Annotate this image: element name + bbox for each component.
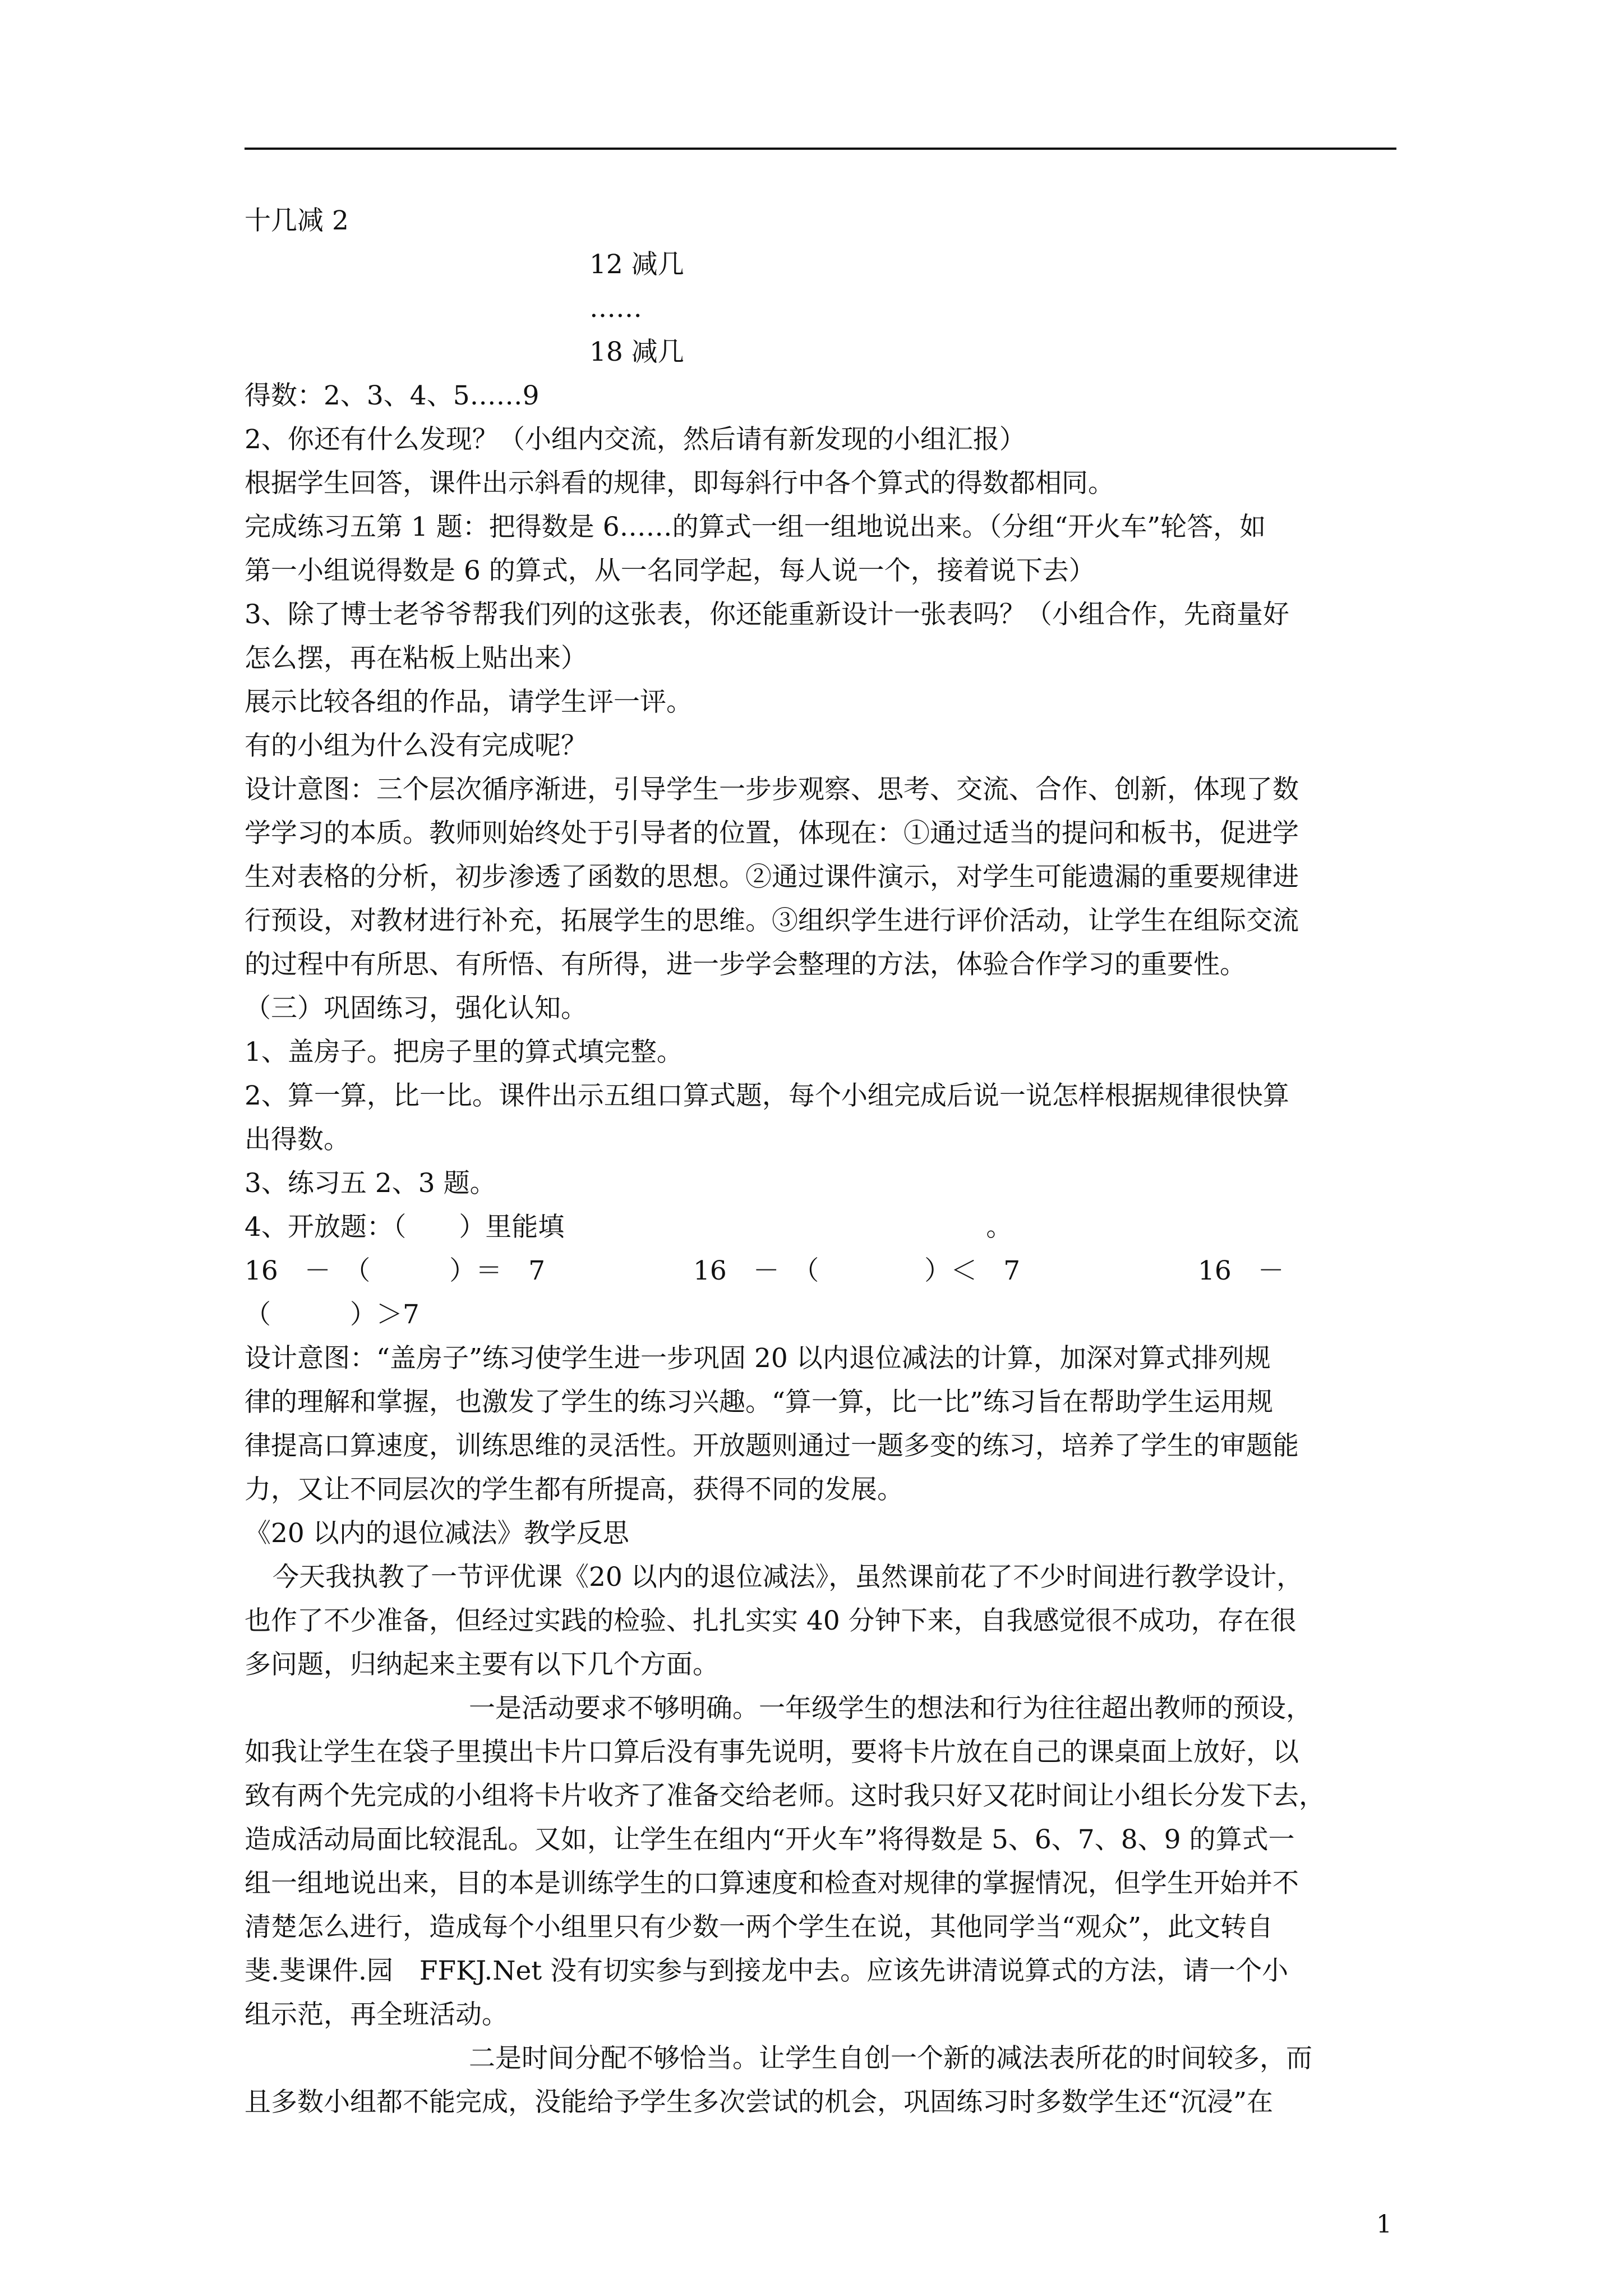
text-line: 得数：2、3、4、5……9 <box>245 380 540 411</box>
section-heading: （三）巩固练习，强化认知。 <box>245 993 587 1024</box>
text-line: 怎么摆，再在粘板上贴出来） <box>245 643 587 674</box>
text-line: 律提高口算速度，训练思维的灵活性。开放题则通过一题多变的练习，培养了学生的审题能 <box>245 1430 1299 1461</box>
document-body <box>245 199 1411 2124</box>
text-line: …… <box>589 293 642 324</box>
text-line: 12 减几 <box>589 249 684 280</box>
text-line: 设计意图：三个层次循序渐进，引导学生一步步观察、思考、交流、合作、创新，体现了数 <box>245 774 1299 805</box>
text-line: 十几减 2 <box>245 205 349 236</box>
reflection-title: 《20 以内的退位减法》教学反思 <box>245 1518 629 1549</box>
text-line: 学学习的本质。教师则始终处于引导者的位置，体现在：①通过适当的提问和板书，促进学 <box>245 818 1299 849</box>
text-line: 二是时间分配不够恰当。让学生自创一个新的减法表所花的时间较多，而 <box>469 2043 1312 2074</box>
text-line: 3、除了博士老爷爷帮我们列的这张表，你还能重新设计一张表吗？（小组合作，先商量好 <box>245 599 1289 630</box>
text-line: 2、你还有什么发现？（小组内交流，然后请有新发现的小组汇报） <box>245 424 1026 455</box>
text-line: 今天我执教了一节评优课《20 以内的退位减法》，虽然课前花了不少时间进行教学设计， <box>273 1562 1303 1593</box>
text-line: 3、练习五 2、3 题。 <box>245 1168 496 1199</box>
text-line: 4、开放题：（ ）里能填 。 <box>245 1212 1013 1243</box>
text-line: 造成活动局面比较混乱。又如，让学生在组内“开火车”将得数是 5、6、7、8、9 的算式一 <box>245 1824 1295 1855</box>
text-line: 18 减几 <box>589 337 684 367</box>
text-line: 有的小组为什么没有完成呢？ <box>245 730 587 761</box>
text-line: 完成练习五第 1 题：把得数是 6……的算式一组一组地说出来。（分组“开火车”轮答，如 <box>245 512 1266 542</box>
text-line: 设计意图：“盖房子”练习使学生进一步巩固 20 以内退位减法的计算，加深对算式排列规 <box>245 1343 1271 1374</box>
text-line: 致有两个先完成的小组将卡片收齐了准备交给老师。这时我只好又花时间让小组长分发下去， <box>245 1780 1325 1811</box>
text-line: 根据学生回答，课件出示斜看的规律，即每斜行中各个算式的得数都相同。 <box>245 468 1114 499</box>
open-equation-3-start: 16 － <box>1198 1255 1284 1286</box>
text-line: 多问题，归纳起来主要有以下几个方面。 <box>245 1649 719 1680</box>
text-line: 2、算一算，比一比。课件出示五组口算式题，每个小组完成后说一说怎样根据规律很快算 <box>245 1080 1289 1111</box>
open-equations-row <box>245 1249 1411 1293</box>
text-line: 1、盖房子。把房子里的算式填完整。 <box>245 1037 683 1068</box>
text-line: 斐.斐课件.园 FFKJ.Net 没有切实参与到接龙中去。应该先讲清说算式的方法，请一个小 <box>245 1955 1289 1986</box>
open-equation-2: 16 － （ ）＜ 7 <box>693 1255 1021 1286</box>
text-line: 第一小组说得数是 6 的算式，从一名同学起，每人说一个，接着说下去） <box>245 555 1095 586</box>
text-line: 展示比较各组的作品，请学生评一评。 <box>245 687 693 717</box>
page-number: 1 <box>1376 2210 1392 2239</box>
text-line: 也作了不少准备，但经过实践的检验、扎扎实实 40 分钟下来，自我感觉很不成功，存在很 <box>245 1605 1297 1636</box>
text-line: 出得数。 <box>245 1124 350 1155</box>
text-line: 生对表格的分析，初步渗透了函数的思想。②通过课件演示，对学生可能遗漏的重要规律进 <box>245 862 1299 892</box>
text-line: 律的理解和掌握，也激发了学生的练习兴趣。“算一算，比一比”练习旨在帮助学生运用规 <box>245 1387 1274 1418</box>
header-rule <box>245 148 1396 150</box>
text-line: 且多数小组都不能完成，没能给予学生多次尝试的机会，巩固练习时多数学生还“沉浸”在 <box>245 2087 1274 2118</box>
text-line: 行预设，对教材进行补充，拓展学生的思维。③组织学生进行评价活动，让学生在组际交流 <box>245 905 1299 936</box>
text-line: 清楚怎么进行，造成每个小组里只有少数一两个学生在说，其他同学当“观众”，此文转自 <box>245 1912 1274 1943</box>
text-line: 的过程中有所思、有所悟、有所得，进一步学会整理的方法，体验合作学习的重要性。 <box>245 949 1246 980</box>
open-equation-3-end: （ ）＞7 <box>245 1299 419 1330</box>
text-line: 一是活动要求不够明确。一年级学生的想法和行为往往超出教师的预设， <box>469 1693 1312 1724</box>
text-line: 如我让学生在袋子里摸出卡片口算后没有事先说明，要将卡片放在自己的课桌面上放好，以 <box>245 1737 1299 1768</box>
open-equation-1: 16 － （ ）＝ 7 <box>245 1255 546 1286</box>
text-line: 组一组地说出来，目的本是训练学生的口算速度和检查对规律的掌握情况，但学生开始并不 <box>245 1868 1299 1899</box>
text-line: 组示范，再全班活动。 <box>245 1999 508 2030</box>
text-line: 力，又让不同层次的学生都有所提高，获得不同的发展。 <box>245 1474 903 1505</box>
